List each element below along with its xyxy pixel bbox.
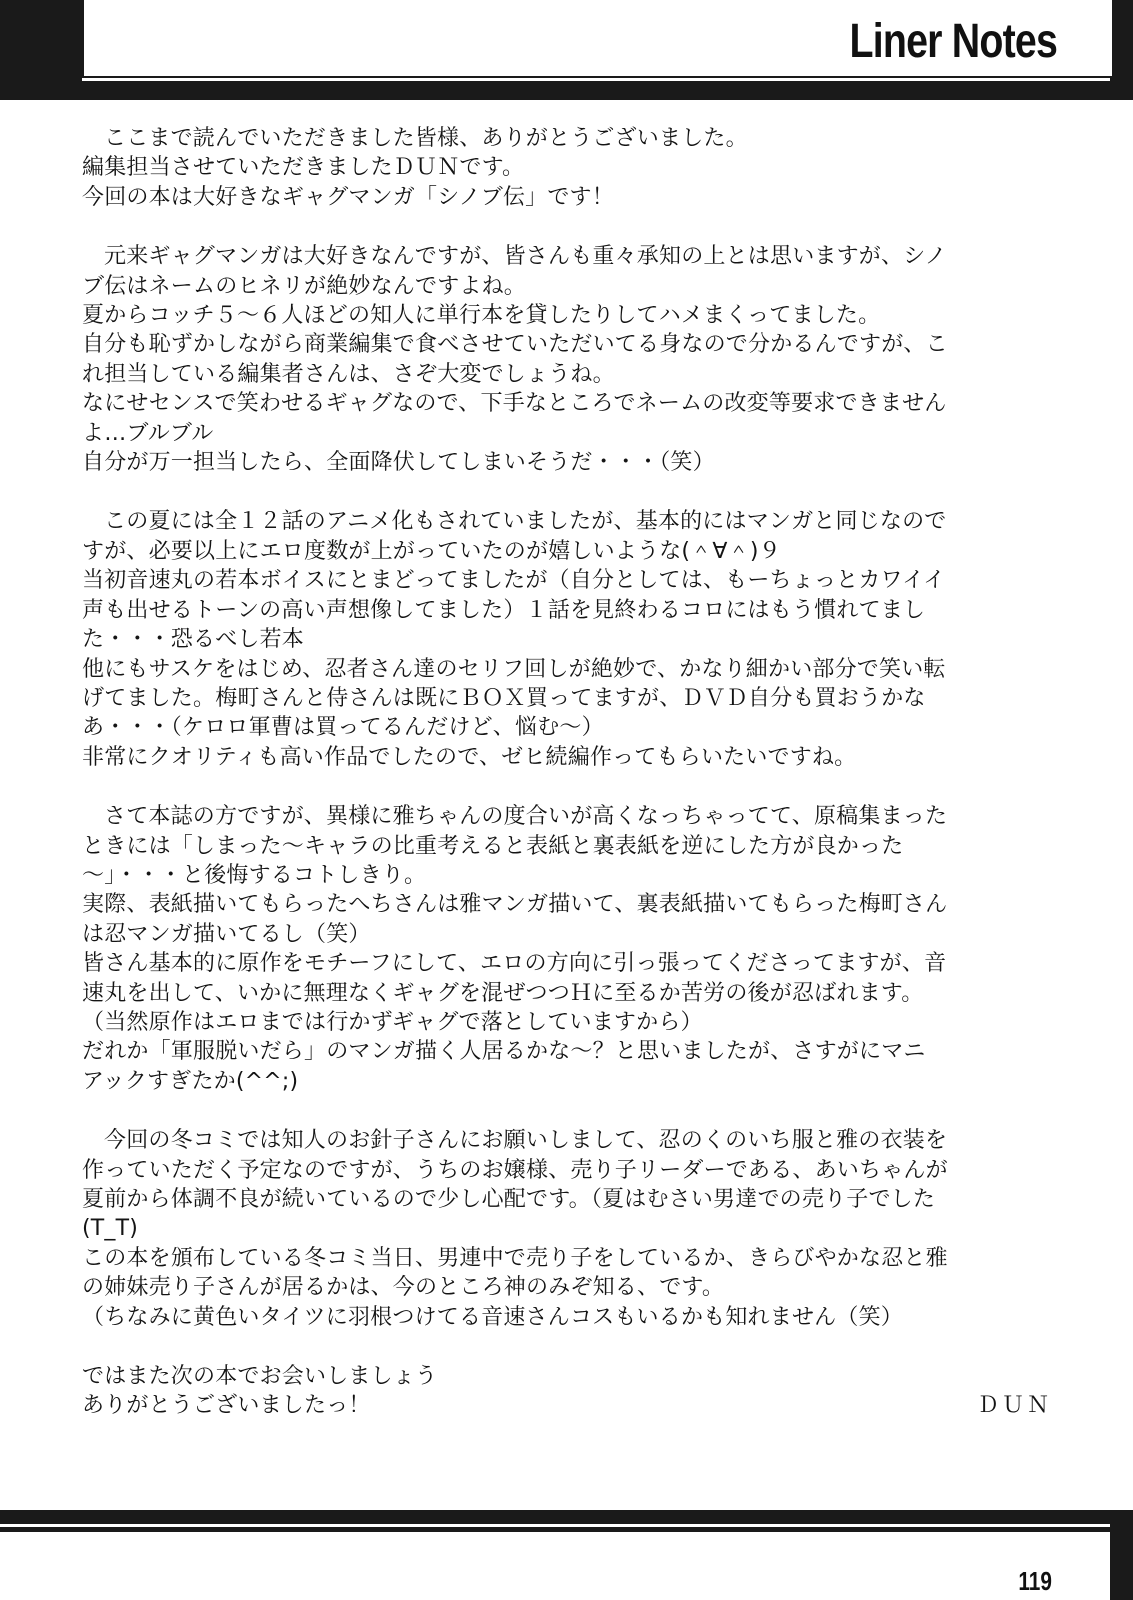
text-line: げてました。梅町さんと侍さんは既にＢＯＸ買ってますが、ＤＶＤ自分も買おうかな (82, 685, 926, 711)
paragraph-intro (82, 124, 1052, 212)
text-line: あ・・・（ケロロ軍曹は買ってるんだけど、悩む～） (82, 715, 604, 741)
text-line: ブ伝はネームのヒネリが絶妙なんですよね。 (82, 273, 527, 299)
text-line: 元来ギャグマンガは大好きなんですが、皆さんも重々承知の上とは思いますが、シノ (104, 244, 947, 270)
paragraph-manga (82, 242, 1052, 477)
text-line: ときには「しまった～キャラの比重考えると表紙と裏表紙を逆にした方が良かった (82, 833, 904, 859)
text-line: 夏からコッチ５～６人ほどの知人に単行本を貸したりしてハメまくってました。 (82, 303, 881, 329)
text-line: 今回の冬コミでは知人のお針子さんにお願いしまして、忍のくのいち服と雅の衣装を (104, 1128, 948, 1154)
signoff (82, 1362, 1052, 1421)
text-line: 自分も恥ずかしながら商業編集で食べさせていただいてる身なので分かるんですが、こ (82, 332, 948, 358)
text-line: の姉妹売り子さんが居るかは、今のところ神のみぞ知る、です。 (82, 1275, 725, 1301)
text-line: 作っていただく予定なのですが、うちのお嬢様、売り子リーダーである、あいちゃんが (82, 1157, 948, 1183)
text-line: 編集担当させていただきましたＤＵＮです。 (82, 155, 525, 181)
header-band (0, 0, 1133, 100)
paragraph-comiket (82, 1126, 1052, 1332)
text-line: この本を頒布している冬コミ当日、男連中で売り子をしているか、きらびやかな忍と雅 (82, 1245, 948, 1271)
text-line: 自分が万一担当したら、全面降伏してしまいそうだ・・・（笑） (82, 450, 715, 476)
text-line: ～」・・・と後悔するコトしきり。 (82, 862, 427, 888)
signoff-line: ではまた次の本でお会いしましょう (82, 1364, 438, 1390)
footer-band (0, 1510, 1133, 1600)
text-line: さて本誌の方ですが、異様に雅ちゃんの度合いが高くなっちゃってて、原稿集まった (104, 804, 948, 830)
page-title: Liner Notes (849, 15, 1057, 68)
text-line: すが、必要以上にエロ度数が上がっていたのが嬉しいような(＾∀＾)９ (82, 538, 781, 564)
footer-panel (0, 1532, 1112, 1600)
author-signature: ＤＵＮ (976, 1393, 1052, 1419)
text-line: た・・・恐るべし若本 (82, 627, 305, 653)
text-line: 今回の本は大好きなギャグマンガ「シノブ伝」です！ (82, 184, 614, 210)
text-line: （ちなみに黄色いタイツに羽根つけてる音速さんコスもいるかも知れません（笑） (82, 1304, 903, 1330)
text-line: アックすぎたか(^^;) (82, 1068, 299, 1094)
text-line: なにせセンスで笑わせるギャグなので、下手なところでネームの改変等要求できません (82, 391, 947, 417)
text-line: 声も出せるトーンの高い声想像してました）１話を見終わるコロにはもう慣れてまし (82, 597, 926, 623)
text-line: よ…ブルブル (82, 420, 214, 446)
text-line: (T_T) (82, 1216, 139, 1242)
text-line: 夏前から体調不良が続いているので少し心配です。（夏はむさい男達での売り子でした (82, 1187, 936, 1212)
text-line: ここまで読んでいただきました皆様、ありがとうございました。 (104, 126, 748, 151)
text-line: 非常にクオリティも高い作品でしたので、ゼヒ続編作ってもらいたいですね。 (82, 744, 857, 770)
text-line: れ担当している編集者さんは、さぞ大変でしょうね。 (82, 361, 615, 387)
text-line: 速丸を出して、いかに無理なくギャグを混ぜつつＨに至るか苦労の後が忍ばれます。 (82, 980, 924, 1006)
text-line: 当初音速丸の若本ボイスにとまどってましたが（自分としては、もーちょっとカワイイ (82, 568, 946, 594)
page-number: 119 (1018, 1566, 1052, 1596)
signoff-line: ありがとうございましたっ！ (82, 1393, 371, 1419)
text-line: この夏には全１２話のアニメ化もされていましたが、基本的にはマンガと同じなので (104, 509, 947, 535)
header-rule (82, 78, 1110, 81)
text-line: は忍マンガ描いてるし（笑） (82, 921, 371, 947)
header-panel (82, 0, 1112, 76)
text-line: （当然原作はエロまでは行かずギャグで落としていますから） (82, 1009, 703, 1035)
text-line: 実際、表紙描いてもらったへちさんは雅マンガ描いて、裏表紙描いてもらった梅町さん (82, 892, 948, 918)
text-line: 他にもサスケをはじめ、忍者さん達のセリフ回しが絶妙で、かなり細かい部分で笑い転 (82, 656, 946, 682)
text-line: だれか「軍服脱いだら」のマンガ描く人居るかな～？と思いましたが、さすがにマニ (82, 1039, 926, 1065)
liner-notes-body (82, 124, 1052, 1451)
paragraph-anime (82, 507, 1052, 772)
text-line: 皆さん基本的に原作をモチーフにして、エロの方向に引っ張ってくださってますが、音 (82, 951, 947, 977)
footer-rule (0, 1524, 1110, 1527)
paragraph-book (82, 802, 1052, 1096)
